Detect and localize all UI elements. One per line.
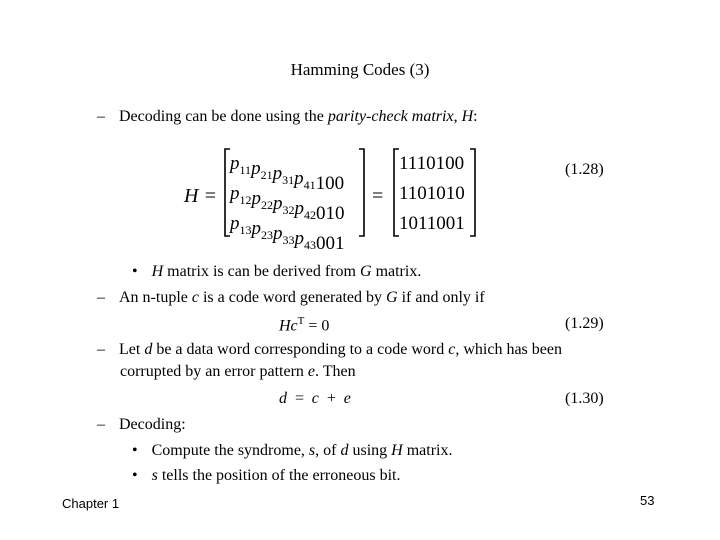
sub1-text-b: matrix. <box>371 263 422 280</box>
sub1-var: H <box>151 263 164 280</box>
sub-a-text-b: , of <box>315 442 341 459</box>
item1-suffix: : <box>473 108 478 125</box>
matrix-equals: = <box>372 185 384 207</box>
bullet-data-word <box>97 341 562 359</box>
sub-a-var-h: H <box>391 442 403 459</box>
item3-var-c: c <box>448 341 456 358</box>
dash-bullet: – <box>97 341 105 358</box>
item2-text-b: is a code word generated by <box>198 289 387 306</box>
item1-prefix: Decoding can be done using the <box>119 108 328 125</box>
matrix-left-row: $p_{12}p_{22}p_{32}p_{42}010$ <box>230 183 345 224</box>
bullet-syndrome-position <box>132 467 400 485</box>
sub-b-var-s: s <box>151 467 158 484</box>
footer-chapter: Chapter 1 <box>62 496 120 511</box>
bullet-compute-syndrome <box>132 442 452 460</box>
sub-a-var-s: s <box>308 442 316 459</box>
slide-title: Hamming Codes (3) <box>290 60 430 79</box>
matrix-label: H = <box>184 185 217 207</box>
equation-number-1-28: (1.28) <box>565 161 604 178</box>
eq129-lhs: Hc <box>279 317 298 335</box>
item3-line2-b: . Then <box>315 363 356 380</box>
equation-number-1-30: (1.30) <box>565 390 604 407</box>
item1-mid: , <box>453 108 462 125</box>
item2-var-c: c <box>191 289 199 306</box>
item2-var-g: G <box>386 289 398 306</box>
left-bracket-close <box>359 149 364 236</box>
matrix-left-row: $p_{11}p_{21}p_{31}p_{41}100$ <box>230 153 345 194</box>
bullet-data-word-line2 <box>120 363 356 381</box>
eq129-sup: T <box>297 315 305 327</box>
item3-text-a: Let <box>119 341 145 358</box>
matrix-right-row: 1110100 <box>399 153 465 174</box>
dot-bullet: • <box>132 442 138 459</box>
item3-var-e: e <box>307 363 316 380</box>
sub-a-text-a: Compute the syndrome, <box>151 442 309 459</box>
sub-b-text: tells the position of the erroneous bit. <box>157 467 401 484</box>
equation-number-1-29: (1.29) <box>565 315 604 332</box>
eq129-rhs: = 0 <box>304 317 330 335</box>
item3-text-c: , which has been <box>455 341 562 358</box>
sub-a-text-d: matrix. <box>402 442 453 459</box>
right-matrix <box>399 153 465 234</box>
bullet-decoding <box>97 416 186 434</box>
item3-var-d: d <box>144 341 153 358</box>
item3-text-b: be a data word corresponding to a code word <box>152 341 449 358</box>
page-number: 53 <box>640 493 655 508</box>
equation-1-28 <box>182 146 482 254</box>
dash-bullet: – <box>97 416 105 433</box>
dash-bullet: – <box>97 289 105 306</box>
matrix-right-row: 1101010 <box>399 183 465 204</box>
dash-bullet: – <box>97 108 105 125</box>
dot-bullet: • <box>132 467 138 484</box>
matrix-right-row: 1011001 <box>399 213 465 234</box>
item2-text-a: An n-tuple <box>119 289 192 306</box>
sub1-var2: G <box>360 263 372 280</box>
dot-bullet: • <box>132 263 138 280</box>
item4-text: Decoding: <box>119 416 186 433</box>
equation-1-30 <box>279 390 351 408</box>
equation-1-29 <box>279 315 329 335</box>
bullet-ntuple <box>97 289 485 307</box>
item3-line2-a: corrupted by an error pattern <box>120 363 308 380</box>
sub-a-text-c: using <box>348 442 392 459</box>
item1-var: H <box>461 108 474 125</box>
item2-text-c: if and only if <box>397 289 485 306</box>
matrix-left-row: $p_{13}p_{23}p_{33}p_{43}001$ <box>230 213 345 254</box>
bullet-decoding-parity <box>97 108 478 126</box>
left-matrix <box>228 153 345 254</box>
eq130-expr: d = c + e <box>279 390 351 407</box>
item1-emph: parity-check matrix <box>327 108 454 125</box>
sub-a-var-d: d <box>340 442 349 459</box>
bullet-h-from-g <box>132 263 421 281</box>
sub1-text-a: matrix is can be derived from <box>163 263 360 280</box>
parity-check-matrix <box>182 146 482 254</box>
right-bracket-close <box>470 149 475 236</box>
